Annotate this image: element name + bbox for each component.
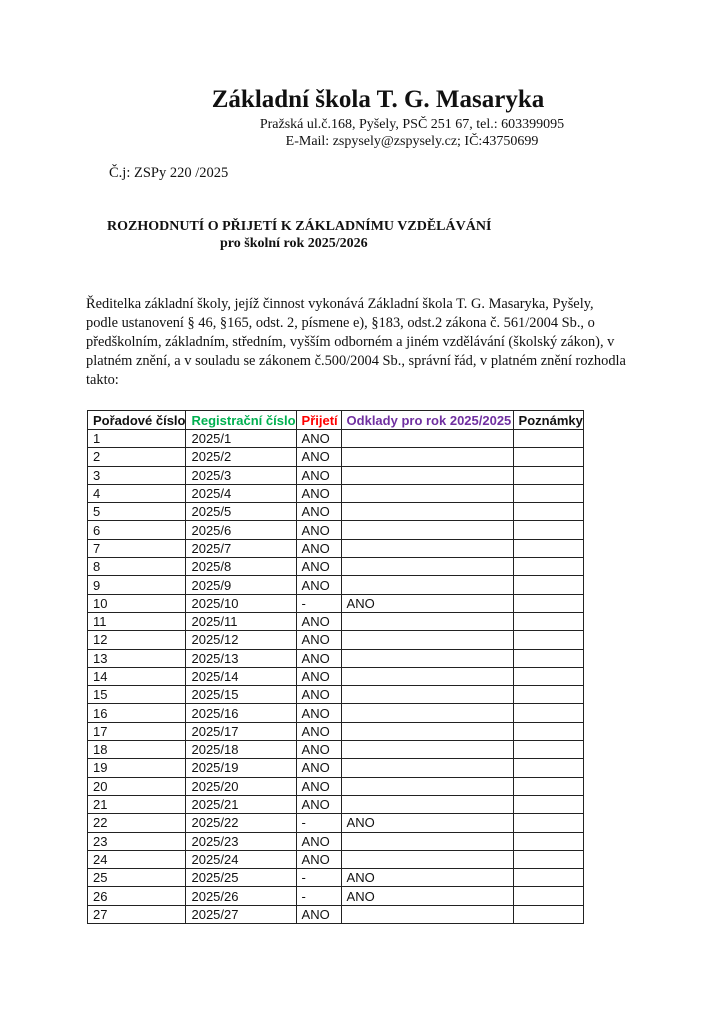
table-cell xyxy=(341,759,513,777)
table-cell: 2025/10 xyxy=(186,594,296,612)
table-cell: ANO xyxy=(296,430,341,448)
table-cell xyxy=(513,832,583,850)
table-cell: 20 xyxy=(88,777,186,795)
table-cell xyxy=(341,905,513,923)
table-cell: ANO xyxy=(296,704,341,722)
table-row xyxy=(88,869,584,887)
column-admission: Přijetí xyxy=(296,411,341,430)
address-line: Pražská ul.č.168, Pyšely, PSČ 251 67, tel.: 603399095 xyxy=(259,117,565,132)
table-cell: 8 xyxy=(88,558,186,576)
table-row xyxy=(88,686,584,704)
table-cell: ANO xyxy=(296,722,341,740)
table-cell: ANO xyxy=(296,667,341,685)
table-row xyxy=(88,539,584,557)
table-cell xyxy=(513,850,583,868)
table-cell: ANO xyxy=(341,814,513,832)
table-row xyxy=(88,905,584,923)
table-cell: 2 xyxy=(88,448,186,466)
table-cell xyxy=(341,777,513,795)
table-row xyxy=(88,741,584,759)
table-cell: 1 xyxy=(88,430,186,448)
column-deferral: Odklady pro rok 2025/2025 xyxy=(341,411,513,430)
table-cell: 2025/27 xyxy=(186,905,296,923)
table-row xyxy=(88,759,584,777)
decision-heading xyxy=(107,218,491,252)
table-cell: ANO xyxy=(296,777,341,795)
table-cell xyxy=(341,722,513,740)
table-cell: 14 xyxy=(88,667,186,685)
column-registration-number: Registrační číslo xyxy=(186,411,296,430)
table-cell: 2025/7 xyxy=(186,539,296,557)
table-cell xyxy=(513,722,583,740)
table-cell: ANO xyxy=(296,448,341,466)
table-cell: 2025/6 xyxy=(186,521,296,539)
table-cell xyxy=(513,521,583,539)
table-cell: 17 xyxy=(88,722,186,740)
school-name: Základní škola T. G. Masaryka xyxy=(211,86,545,113)
table-cell: 2025/15 xyxy=(186,686,296,704)
table-row xyxy=(88,850,584,868)
table-cell: 2025/14 xyxy=(186,667,296,685)
table-cell: ANO xyxy=(296,631,341,649)
table-cell xyxy=(513,686,583,704)
table-cell: 18 xyxy=(88,741,186,759)
table-cell xyxy=(341,686,513,704)
table-row xyxy=(88,576,584,594)
table-cell: 26 xyxy=(88,887,186,905)
contact-line: E-Mail: zspysely@zspysely.cz; IČ:43750699 xyxy=(285,134,539,149)
table-cell: 2025/12 xyxy=(186,631,296,649)
table-cell xyxy=(513,631,583,649)
table-cell: 2025/2 xyxy=(186,448,296,466)
table-cell: - xyxy=(296,594,341,612)
table-cell: 24 xyxy=(88,850,186,868)
table-cell xyxy=(513,612,583,630)
table-cell xyxy=(513,503,583,521)
table-row xyxy=(88,503,584,521)
table-cell: ANO xyxy=(296,832,341,850)
table-row xyxy=(88,594,584,612)
table-cell: - xyxy=(296,887,341,905)
table-cell: 9 xyxy=(88,576,186,594)
table-cell xyxy=(513,649,583,667)
table-cell xyxy=(341,503,513,521)
table-cell: 22 xyxy=(88,814,186,832)
table-cell: ANO xyxy=(341,594,513,612)
table-cell: ANO xyxy=(296,466,341,484)
table-header-row xyxy=(88,411,584,430)
table-row xyxy=(88,704,584,722)
table-row xyxy=(88,795,584,813)
table-cell xyxy=(341,832,513,850)
table-cell: ANO xyxy=(296,612,341,630)
table-cell: 2025/4 xyxy=(186,484,296,502)
table-row xyxy=(88,667,584,685)
table-cell: ANO xyxy=(341,869,513,887)
table-row xyxy=(88,612,584,630)
table-cell: ANO xyxy=(341,887,513,905)
table-cell: 2025/1 xyxy=(186,430,296,448)
table-cell: 2025/5 xyxy=(186,503,296,521)
table-cell: 15 xyxy=(88,686,186,704)
table-cell: 2025/8 xyxy=(186,558,296,576)
table-cell xyxy=(513,887,583,905)
table-cell xyxy=(513,741,583,759)
table-row xyxy=(88,887,584,905)
table-row xyxy=(88,558,584,576)
table-body xyxy=(88,430,584,924)
table-row xyxy=(88,521,584,539)
table-row xyxy=(88,466,584,484)
table-cell: 2025/20 xyxy=(186,777,296,795)
table-cell: 2025/25 xyxy=(186,869,296,887)
table-cell xyxy=(513,759,583,777)
table-cell: 2025/22 xyxy=(186,814,296,832)
table-cell: ANO xyxy=(296,539,341,557)
table-cell: 5 xyxy=(88,503,186,521)
table-cell: 7 xyxy=(88,539,186,557)
table-row xyxy=(88,484,584,502)
table-cell: ANO xyxy=(296,649,341,667)
table-cell: 4 xyxy=(88,484,186,502)
column-order-number: Pořadové číslo xyxy=(88,411,186,430)
table-cell: ANO xyxy=(296,741,341,759)
table-cell: ANO xyxy=(296,558,341,576)
table-cell xyxy=(513,466,583,484)
table-row xyxy=(88,649,584,667)
table-cell xyxy=(513,905,583,923)
intro-paragraph: Ředitelka základní školy, jejíž činnost vykonává Základní škola T. G. Masaryka, Pyšely, podle ustanovení § 46, §165, odst. 2, písmene e), §183, odst.2 zákona č. 561/2004 Sb., o předškolním, základním, středním, vyšším odborném a jiném vzdělávání (školský zákon), v platném znění, a v souladu se zákonem č.500/2004 Sb., správní řád, v platném znění rozhodla takto: xyxy=(86,296,626,388)
table-row xyxy=(88,430,584,448)
table-cell: 2025/13 xyxy=(186,649,296,667)
table-cell: 2025/9 xyxy=(186,576,296,594)
table-cell: 3 xyxy=(88,466,186,484)
table-cell xyxy=(341,741,513,759)
table-cell: 23 xyxy=(88,832,186,850)
table-cell: ANO xyxy=(296,905,341,923)
table-cell: ANO xyxy=(296,795,341,813)
school-contact xyxy=(0,116,724,150)
table-cell xyxy=(513,594,583,612)
table-cell: 11 xyxy=(88,612,186,630)
table-cell xyxy=(513,576,583,594)
table-cell: - xyxy=(296,814,341,832)
table-cell: 2025/19 xyxy=(186,759,296,777)
table-cell: 21 xyxy=(88,795,186,813)
table-cell xyxy=(513,869,583,887)
table-cell xyxy=(513,667,583,685)
table-cell: 2025/24 xyxy=(186,850,296,868)
table-row xyxy=(88,814,584,832)
table-cell xyxy=(341,448,513,466)
table-cell xyxy=(341,667,513,685)
table-cell: 6 xyxy=(88,521,186,539)
table-cell: 2025/11 xyxy=(186,612,296,630)
table-cell xyxy=(341,466,513,484)
table-cell xyxy=(513,539,583,557)
table-cell: ANO xyxy=(296,521,341,539)
reference-number: Č.j: ZSPy 220 /2025 xyxy=(109,165,229,181)
table-cell: 16 xyxy=(88,704,186,722)
table-cell: ANO xyxy=(296,484,341,502)
table-cell xyxy=(341,850,513,868)
table-cell xyxy=(341,631,513,649)
decision-title: ROZHODNUTÍ O PŘIJETÍ K ZÁKLADNÍMU VZDĚLÁVÁNÍ xyxy=(107,219,492,234)
table-cell xyxy=(513,777,583,795)
table-cell: 10 xyxy=(88,594,186,612)
table-row xyxy=(88,631,584,649)
table-cell xyxy=(341,704,513,722)
table-cell: 2025/16 xyxy=(186,704,296,722)
table-cell xyxy=(341,430,513,448)
table-cell: 2025/26 xyxy=(186,887,296,905)
table-cell: 12 xyxy=(88,631,186,649)
table-cell xyxy=(513,814,583,832)
table-cell: ANO xyxy=(296,759,341,777)
table-cell xyxy=(341,558,513,576)
table-row xyxy=(88,832,584,850)
table-cell: 2025/3 xyxy=(186,466,296,484)
table-cell xyxy=(513,448,583,466)
table-cell xyxy=(513,795,583,813)
table-cell: 27 xyxy=(88,905,186,923)
table-cell: 25 xyxy=(88,869,186,887)
table-cell xyxy=(513,484,583,502)
table-cell: 13 xyxy=(88,649,186,667)
table-cell: 19 xyxy=(88,759,186,777)
table-cell: ANO xyxy=(296,503,341,521)
table-cell: ANO xyxy=(296,576,341,594)
column-notes: Poznámky xyxy=(513,411,583,430)
table-cell xyxy=(341,612,513,630)
table-row xyxy=(88,722,584,740)
table-cell xyxy=(341,576,513,594)
table-cell: 2025/21 xyxy=(186,795,296,813)
table-row xyxy=(88,448,584,466)
table-cell xyxy=(341,484,513,502)
table-cell: 2025/18 xyxy=(186,741,296,759)
table-cell xyxy=(341,539,513,557)
decision-subtitle: pro školní rok 2025/2026 xyxy=(220,236,368,251)
table-cell: ANO xyxy=(296,686,341,704)
table-cell xyxy=(341,795,513,813)
table-cell xyxy=(513,430,583,448)
table-cell xyxy=(341,521,513,539)
table-cell: 2025/23 xyxy=(186,832,296,850)
table-cell: 2025/17 xyxy=(186,722,296,740)
table-cell xyxy=(341,649,513,667)
table-row xyxy=(88,777,584,795)
table-cell: ANO xyxy=(296,850,341,868)
table-cell xyxy=(513,558,583,576)
table-cell: - xyxy=(296,869,341,887)
table-cell xyxy=(513,704,583,722)
admission-table xyxy=(87,410,584,924)
